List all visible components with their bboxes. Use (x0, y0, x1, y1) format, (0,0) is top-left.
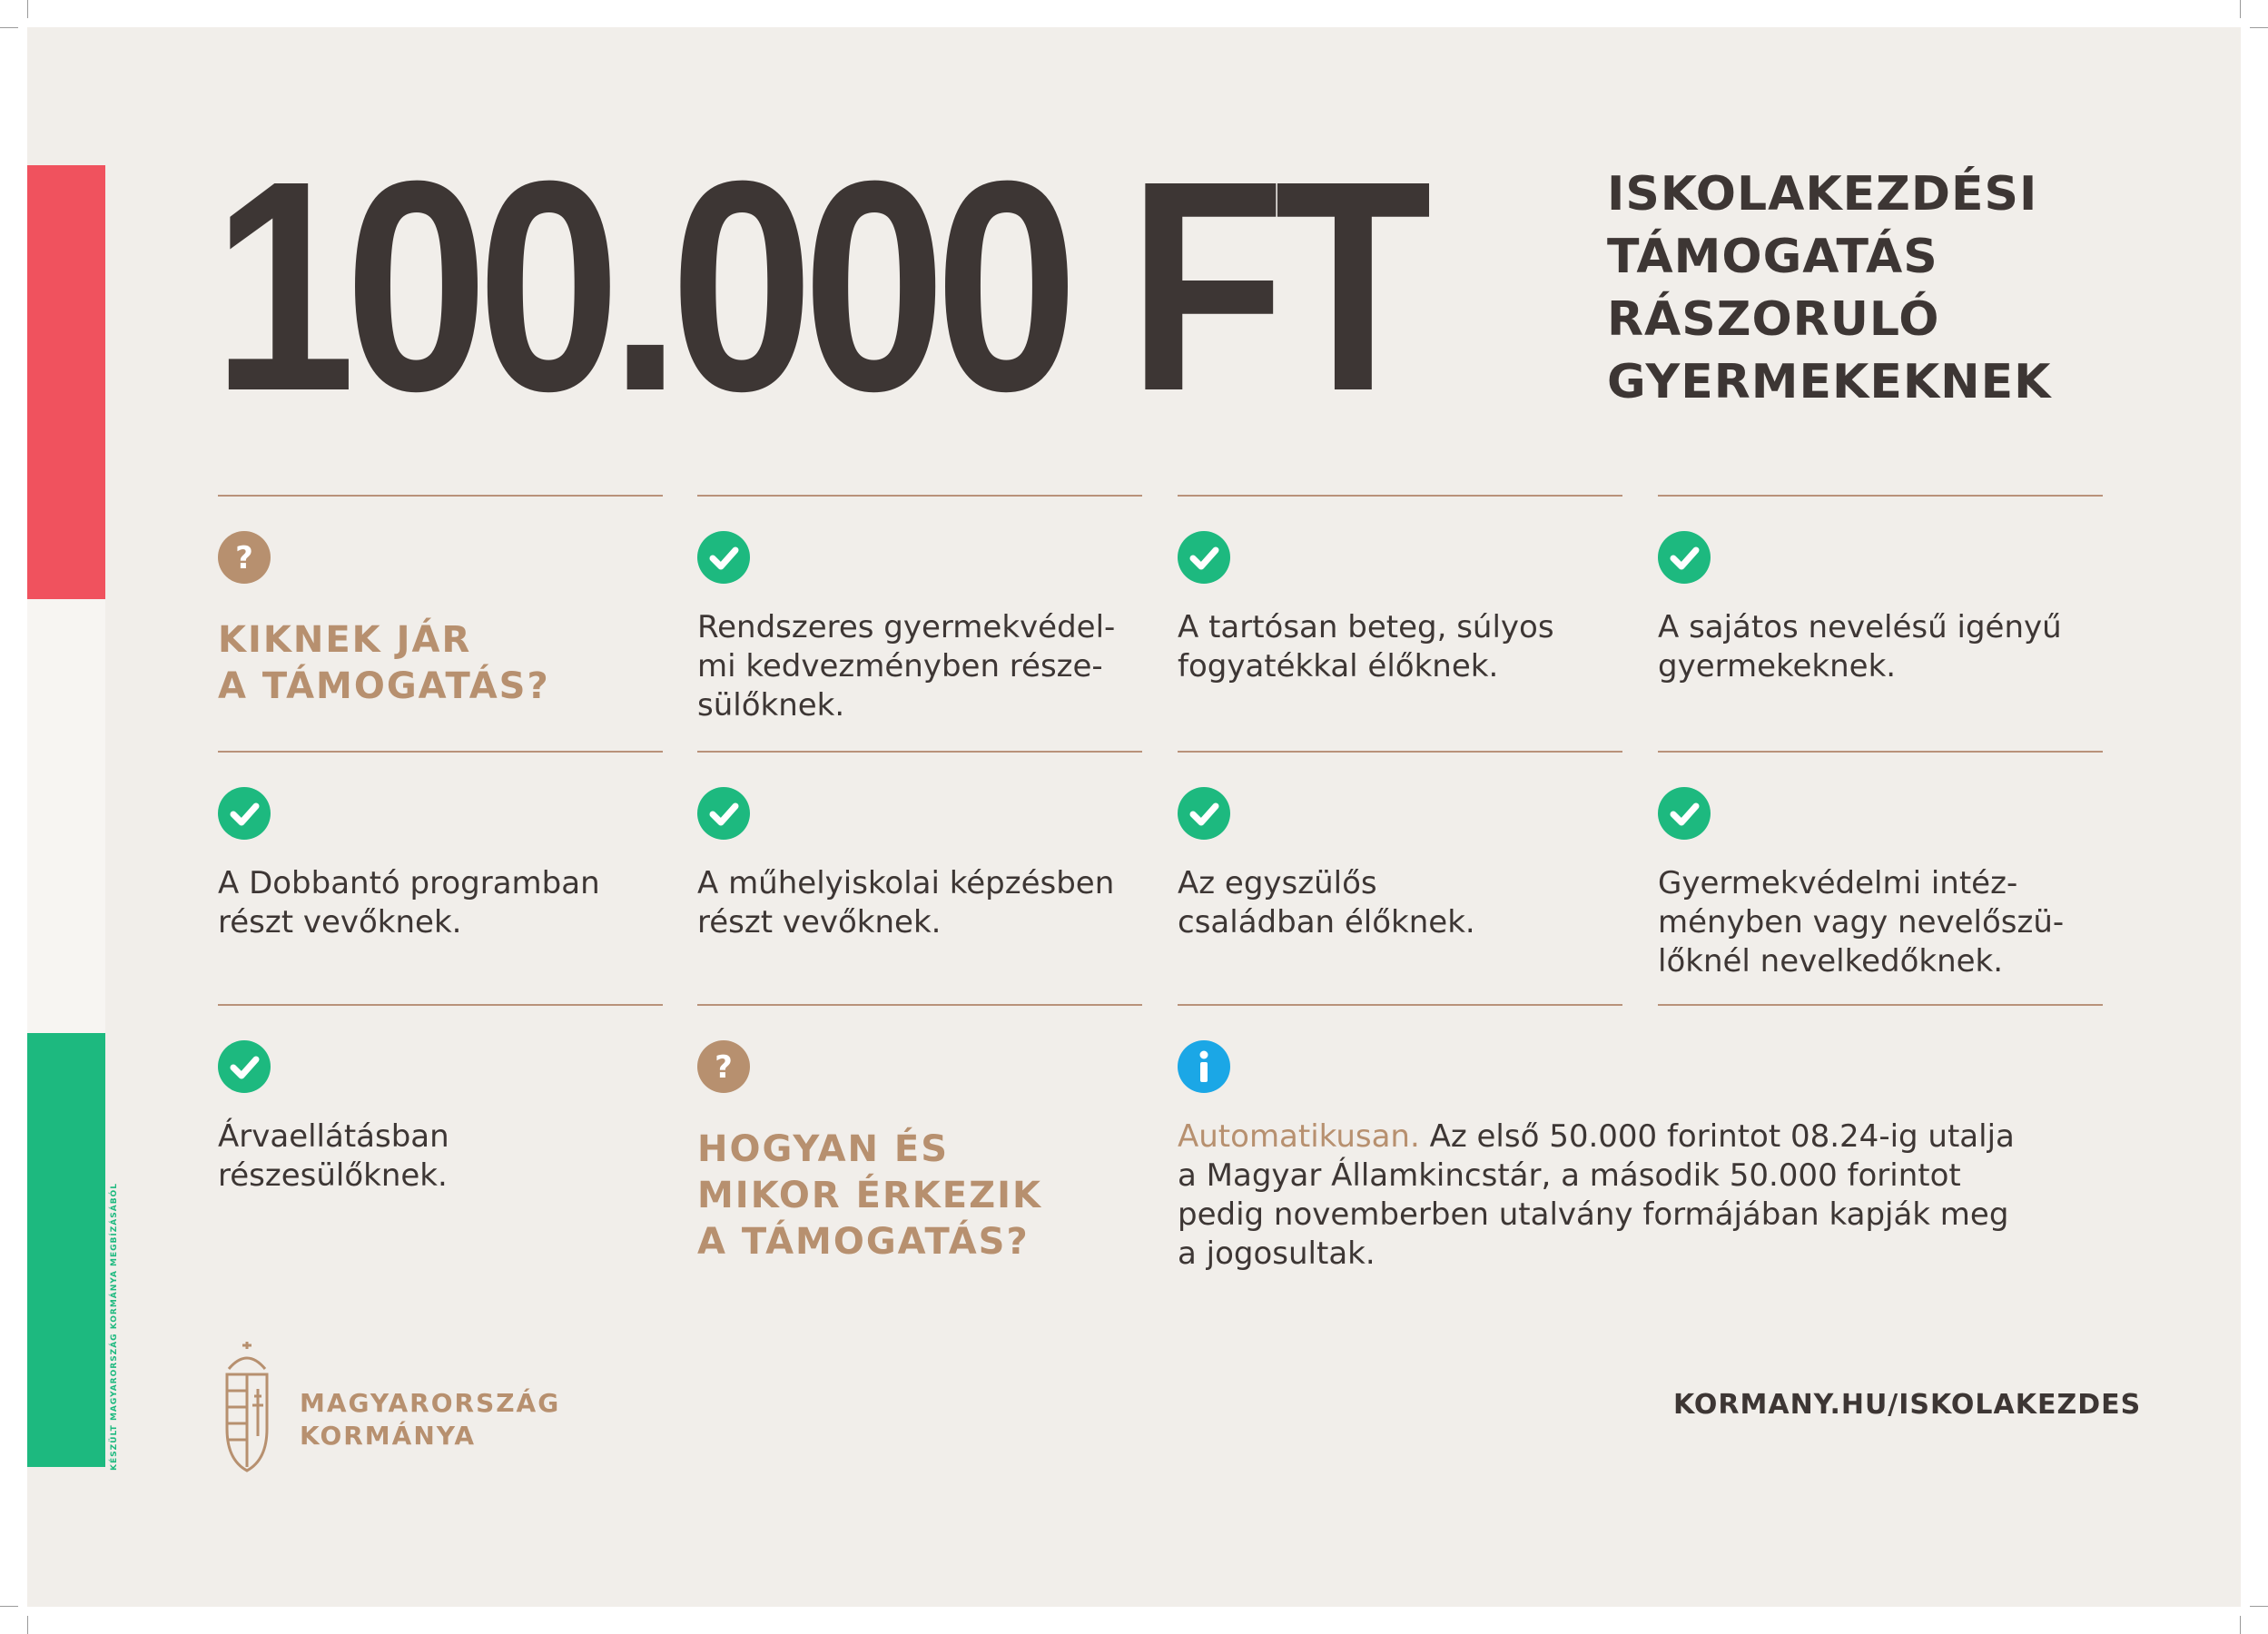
check-icon (1178, 531, 1230, 584)
coat-of-arms-icon (218, 1342, 276, 1472)
text-line: lőknél nevelkedőknek. (1658, 943, 2004, 979)
question-icon (697, 1040, 750, 1093)
delivery-question (697, 1127, 1042, 1265)
divider (1658, 495, 2103, 497)
info-icon (1178, 1040, 1230, 1093)
crop-mark (0, 27, 18, 28)
text-line: mi kedvezményben része- (697, 648, 1103, 684)
text-line (1178, 1117, 2104, 1157)
text-line: részt vevőknek. (697, 904, 942, 940)
text-line: sülőknek. (697, 687, 845, 723)
text-line: a Magyar Államkincstár, a második 50.000 forintot (1178, 1157, 1961, 1194)
divider (1658, 1004, 2103, 1006)
eligibility-text (218, 864, 690, 942)
crop-mark (27, 0, 28, 18)
divider (697, 495, 1142, 497)
text-line: családban élőknek. (1178, 904, 1475, 940)
divider (1178, 751, 1622, 753)
question-line: KIKNEK JÁR (218, 619, 472, 661)
svg-text:?: ? (235, 540, 253, 576)
text-line: A tartósan beteg, súlyos (1178, 609, 1554, 645)
info-lead: Automatikusan. (1178, 1118, 1420, 1155)
logo-line: MAGYARORSZÁG (300, 1388, 561, 1418)
commission-note: KÉSZÜLT MAGYARORSZÁG KORMÁNYA MEGBÍZÁSÁBÓL (110, 1183, 119, 1471)
svg-text:?: ? (715, 1049, 733, 1086)
eligibility-text (218, 1117, 690, 1196)
check-icon (697, 787, 750, 840)
check-icon (1658, 787, 1711, 840)
question-icon (218, 531, 271, 584)
text-line: Gyermekvédelmi intéz- (1658, 865, 2018, 901)
divider (218, 751, 663, 753)
check-icon (218, 1040, 271, 1093)
delivery-info-text (1178, 1117, 2104, 1274)
headline-line: ISKOLAKEZDÉSI (1607, 167, 2038, 221)
divider (1178, 1004, 1622, 1006)
question-line: MIKOR ÉRKEZIK (697, 1175, 1042, 1216)
headline-line: RÁSZORULÓ (1607, 292, 1940, 347)
divider (697, 1004, 1142, 1006)
eligibility-question (218, 617, 550, 710)
check-icon (218, 787, 271, 840)
question-line: A TÁMOGATÁS? (218, 665, 550, 707)
divider (1658, 751, 2103, 753)
text-line: részt vevőknek. (218, 904, 462, 940)
divider (1178, 495, 1622, 497)
divider (218, 1004, 663, 1006)
logo-text (300, 1387, 560, 1452)
text-line: a jogosultak. (1178, 1235, 1376, 1272)
crop-mark (2250, 27, 2268, 28)
question-line: A TÁMOGATÁS? (697, 1221, 1030, 1263)
text-line: gyermekeknek. (1658, 648, 1897, 684)
eligibility-text (1658, 864, 2130, 981)
info-first-line: Az első 50.000 forintot 08.24-ig utalja (1419, 1118, 2015, 1155)
text-line: Az egyszülős (1178, 865, 1377, 901)
text-line: Rendszeres gyermekvédel- (697, 609, 1116, 645)
question-line: HOGYAN ÉS (697, 1128, 950, 1170)
crop-mark (0, 1606, 18, 1607)
crop-mark (2250, 1606, 2268, 1607)
eligibility-text (697, 864, 1169, 942)
headline-line: TÁMOGATÁS (1607, 230, 1938, 284)
text-line: A sajátos nevelésű igényű (1658, 609, 2062, 645)
eligibility-text (1658, 608, 2130, 686)
text-line: ményben vagy nevelőszü- (1658, 904, 2065, 940)
crop-mark (2240, 1616, 2241, 1634)
crop-mark (2240, 0, 2241, 18)
check-icon (1178, 787, 1230, 840)
flag-stripe-white (27, 599, 105, 1033)
eligibility-text (1178, 608, 1650, 686)
check-icon (1658, 531, 1711, 584)
divider (218, 495, 663, 497)
text-line: pedig novemberben utalvány formájában kapják meg (1178, 1196, 2009, 1233)
flag-stripe-green (27, 1033, 105, 1467)
eligibility-text (1178, 864, 1650, 942)
check-icon (697, 531, 750, 584)
website-url[interactable]: KORMANY.HU/ISKOLAKEZDES (1673, 1389, 2142, 1421)
text-line: Árvaellátásban (218, 1118, 449, 1155)
text-line: fogyatékkal élőknek. (1178, 648, 1499, 684)
text-line: részesülőknek. (218, 1157, 448, 1194)
headline-line: GYERMEKEKNEK (1607, 355, 2052, 409)
eligibility-text (697, 608, 1169, 725)
amount-heading: 100.000 FT (212, 118, 1422, 453)
crop-mark (27, 1616, 28, 1634)
text-line: A műhelyiskolai képzésben (697, 865, 1115, 901)
divider (697, 751, 1142, 753)
logo-line: KORMÁNYA (300, 1421, 477, 1451)
flag-stripe-red (27, 165, 105, 599)
text-line: A Dobbantó programban (218, 865, 600, 901)
headline (1607, 163, 2051, 414)
